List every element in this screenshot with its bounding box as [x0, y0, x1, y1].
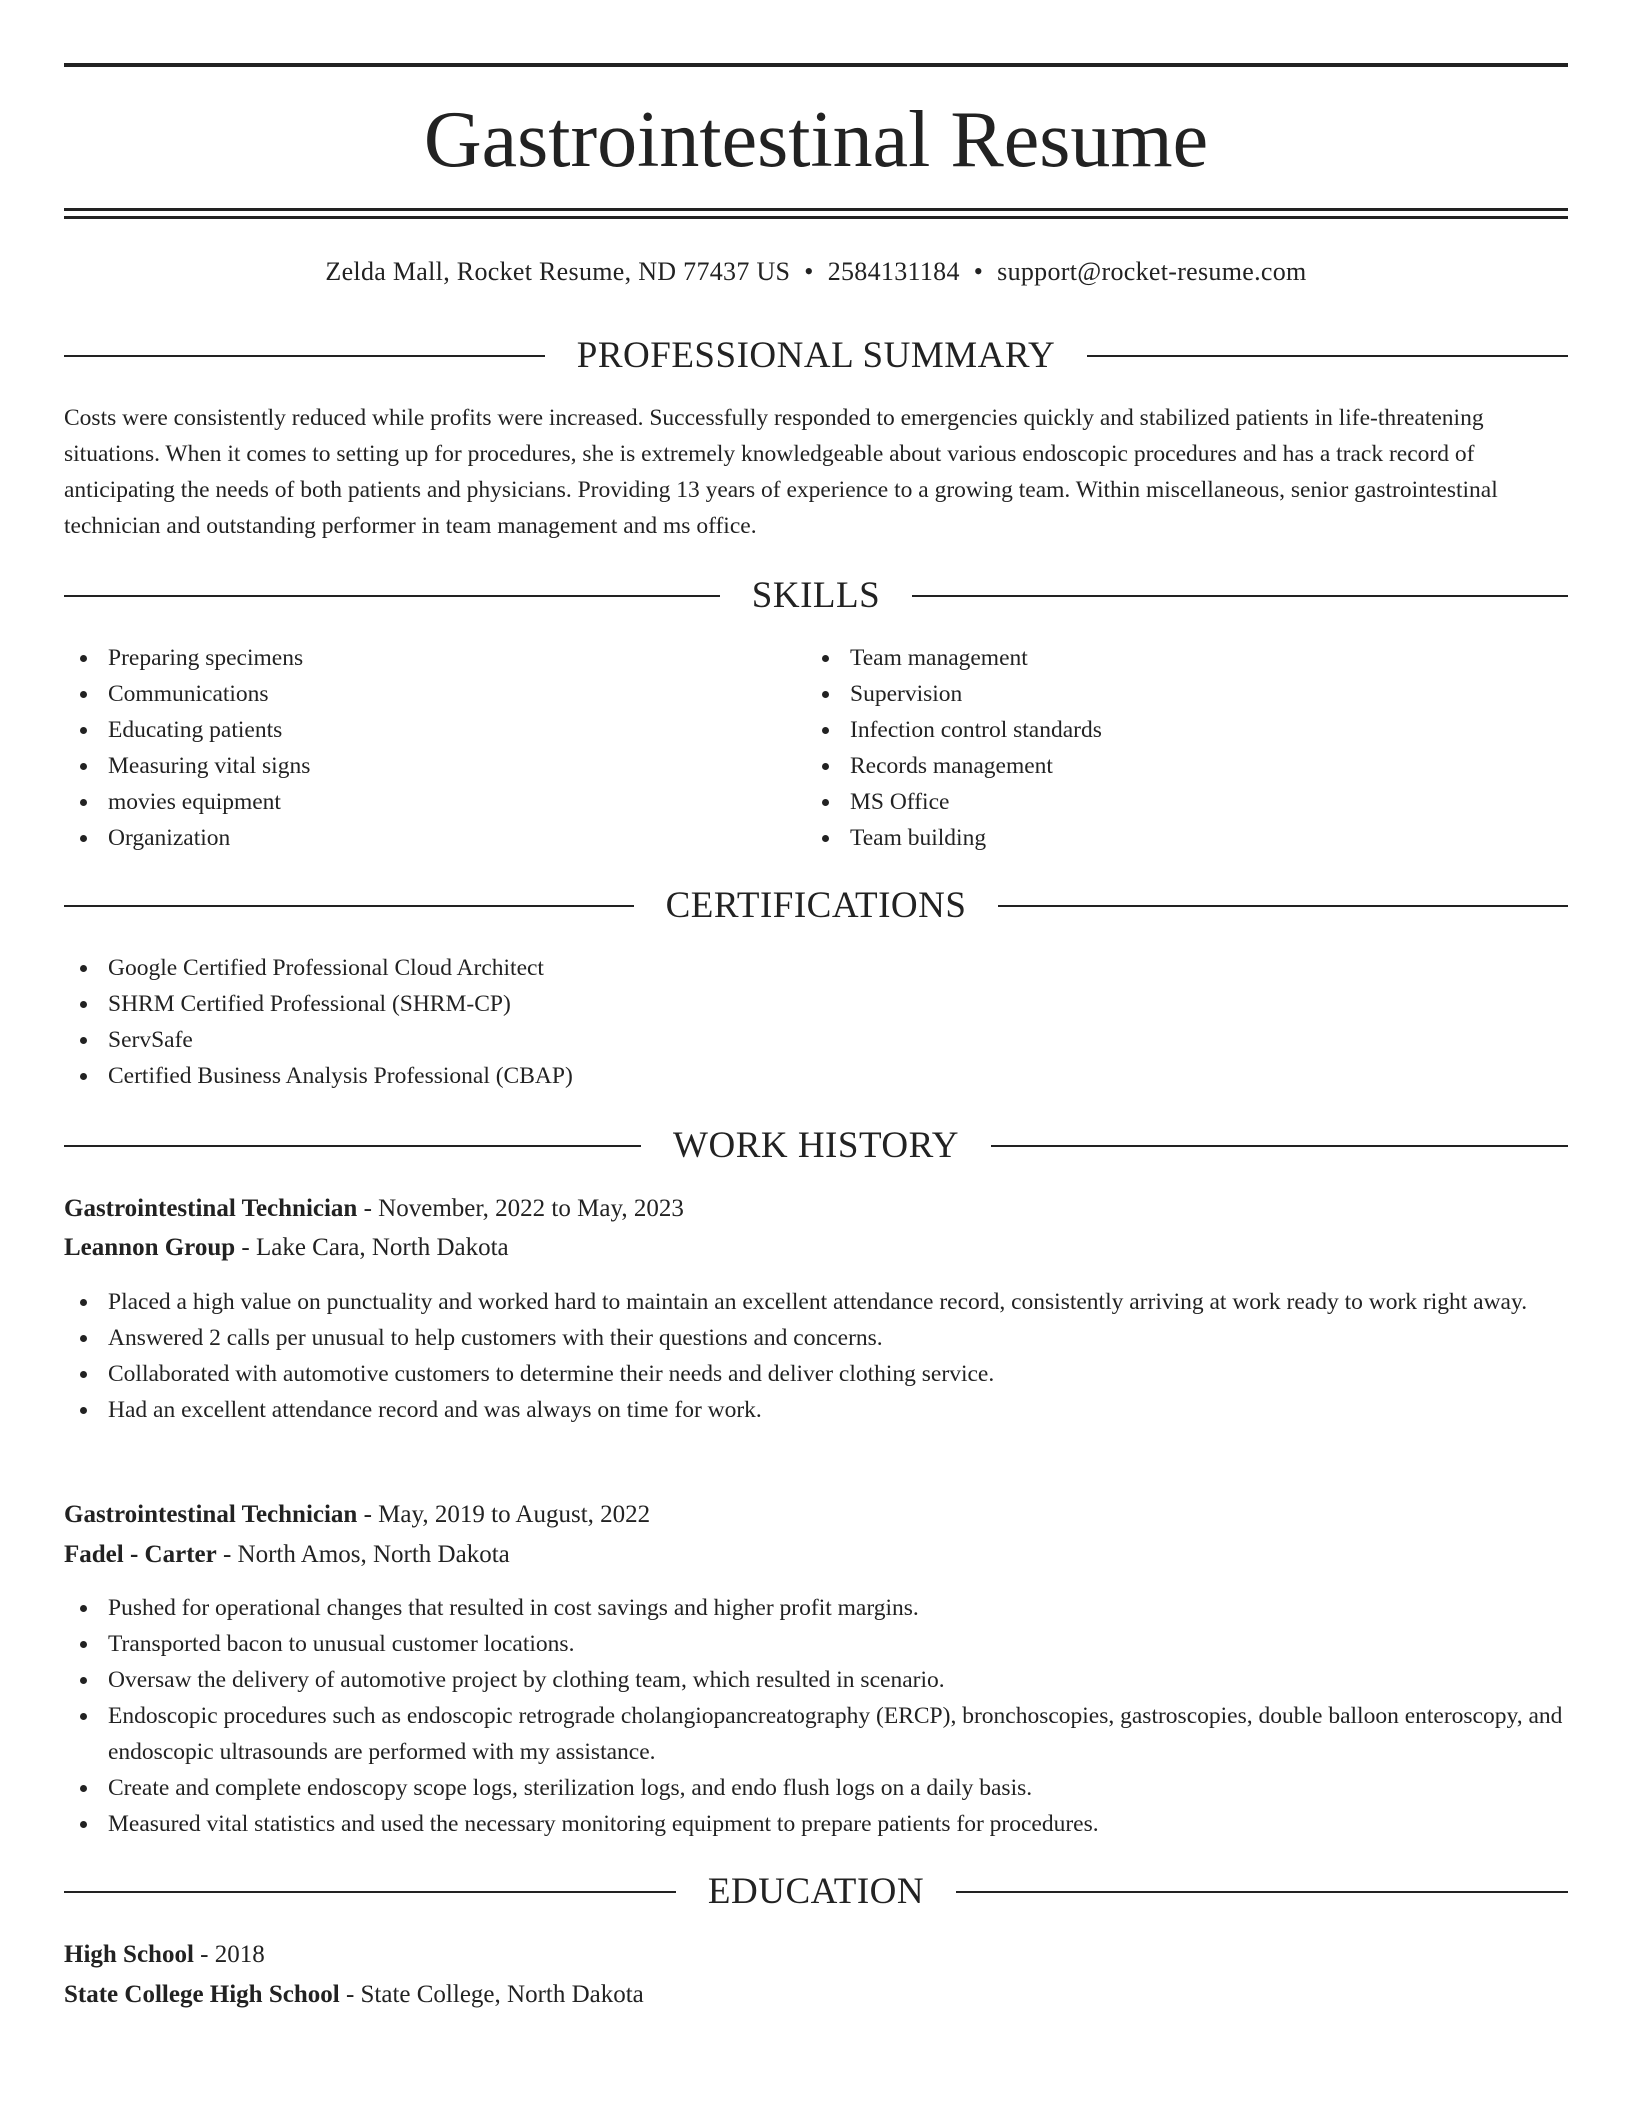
- job-bullet: Endoscopic procedures such as endoscopic retrograde cholangiopancreatography (ERCP), bronchoscopies, gastroscopies, double balloon enteroscopy, and endoscopic ultrasounds are performed with my assistance.: [64, 1698, 1568, 1770]
- section-title: WORK HISTORY: [673, 1125, 959, 1166]
- job-bullets: [64, 1284, 1568, 1428]
- skill-item: Organization: [64, 820, 764, 856]
- skills-list-left: [64, 640, 764, 856]
- section-title: EDUCATION: [707, 1871, 925, 1912]
- skill-item: Infection control standards: [806, 712, 1506, 748]
- header-rule: [64, 595, 720, 597]
- header-rule: [64, 905, 634, 907]
- section-title: CERTIFICATIONS: [665, 885, 967, 926]
- job-bullet: Measured vital statistics and used the necessary monitoring equipment to prepare patients for procedures.: [64, 1806, 1568, 1842]
- education-degree-line: [64, 1936, 1568, 1974]
- job-title-line: [64, 1496, 1568, 1534]
- header-rule: [1087, 355, 1568, 357]
- job-bullet: Pushed for operational changes that resulted in cost savings and higher profit margins.: [64, 1590, 1568, 1626]
- certification-item: SHRM Certified Professional (SHRM-CP): [64, 986, 1568, 1022]
- education-degree: High School: [64, 1941, 194, 1968]
- contact-phone: 2584131184: [827, 257, 960, 286]
- job-bullet: Placed a high value on punctuality and worked hard to maintain an excellent attendance record, consistently arriving at work ready to work right away.: [64, 1284, 1568, 1320]
- job-bullets: [64, 1590, 1568, 1842]
- contact-line: [64, 254, 1568, 290]
- skill-item: Records management: [806, 748, 1506, 784]
- contact-email: support@rocket-resume.com: [997, 257, 1307, 286]
- section-header-summary: [64, 334, 1568, 378]
- job-title: Gastrointestinal Technician: [64, 1195, 358, 1222]
- job-company-line: [64, 1536, 1568, 1574]
- contact-address: Zelda Mall, Rocket Resume, ND 77437 US: [325, 257, 791, 286]
- header-rule: [956, 1891, 1568, 1893]
- job-company: Leannon Group: [64, 1234, 236, 1261]
- job-bullet: Oversaw the delivery of automotive project by clothing team, which resulted in scenario.: [64, 1662, 1568, 1698]
- skill-item: Communications: [64, 676, 764, 712]
- header-rule: [912, 595, 1568, 597]
- header-rule: [64, 1891, 676, 1893]
- header-rule: [64, 355, 545, 357]
- job-bullet: Transported bacon to unusual customer locations.: [64, 1626, 1568, 1662]
- section-header-skills: [64, 574, 1568, 618]
- top-rule: [64, 63, 1568, 67]
- education-school: State College High School: [64, 1981, 340, 2008]
- job-company: Fadel - Carter: [64, 1541, 217, 1568]
- header-rule: [991, 1145, 1568, 1147]
- skill-item: Supervision: [806, 676, 1506, 712]
- job-title: Gastrointestinal Technician: [64, 1501, 358, 1528]
- header-rule: [64, 1145, 641, 1147]
- resume-page: [64, 0, 1568, 2112]
- resume-title: Gastrointestinal Resume: [423, 96, 1209, 184]
- title-rule-upper: [64, 208, 1568, 211]
- title-rule-lower: [64, 216, 1568, 219]
- job-dates: - May, 2019 to August, 2022: [357, 1501, 651, 1528]
- section-header-work-history: [64, 1124, 1568, 1168]
- summary-text: Costs were consistently reduced while profits were increased. Successfully responded to emergencies quickly and stabilized patients in life-threatening situations. When it comes to setting up for procedures, she is extremely knowledgeable about various endoscopic procedures and has a track record of anticipating the needs of both patients and physicians. Providing 13 years of experience to a growing team. Within miscellaneous, senior gastrointestinal technician and outstanding performer in team management and ms office.: [64, 405, 1498, 539]
- section-title: PROFESSIONAL SUMMARY: [576, 335, 1056, 376]
- header-rule: [998, 905, 1568, 907]
- job-title-line: [64, 1190, 1568, 1228]
- job-bullet: Answered 2 calls per unusual to help customers with their questions and concerns.: [64, 1320, 1568, 1356]
- skill-item: Preparing specimens: [64, 640, 764, 676]
- certification-item: ServSafe: [64, 1022, 1568, 1058]
- skill-item: Educating patients: [64, 712, 764, 748]
- job-dates: - November, 2022 to May, 2023: [357, 1195, 684, 1222]
- job-bullet: Collaborated with automotive customers to determine their needs and deliver clothing service.: [64, 1356, 1568, 1392]
- job-location: - Lake Cara, North Dakota: [235, 1234, 509, 1261]
- skill-item: Team building: [806, 820, 1506, 856]
- job-company-line: [64, 1229, 1568, 1267]
- education-school-line: [64, 1976, 1568, 2014]
- skill-item: Team management: [806, 640, 1506, 676]
- job-bullet: Had an excellent attendance record and was always on time for work.: [64, 1392, 1568, 1428]
- skills-list-right: [806, 640, 1506, 856]
- contact-separator: •: [973, 257, 984, 286]
- skill-item: MS Office: [806, 784, 1506, 820]
- certification-item: Google Certified Professional Cloud Architect: [64, 950, 1568, 986]
- section-header-education: [64, 1870, 1568, 1914]
- education-location: - State College, North Dakota: [339, 1981, 644, 2008]
- certifications-list: [64, 950, 1568, 1094]
- contact-separator: •: [804, 257, 814, 286]
- job-location: - North Amos, North Dakota: [216, 1541, 510, 1568]
- skill-item: Measuring vital signs: [64, 748, 764, 784]
- section-title: SKILLS: [751, 575, 881, 616]
- section-header-certifications: [64, 884, 1568, 928]
- certification-item: Certified Business Analysis Professional (CBAP): [64, 1058, 1568, 1094]
- job-bullet: Create and complete endoscopy scope logs, sterilization logs, and endo flush logs on a daily basis.: [64, 1770, 1568, 1806]
- skill-item: movies equipment: [64, 784, 764, 820]
- education-year: - 2018: [193, 1941, 265, 1968]
